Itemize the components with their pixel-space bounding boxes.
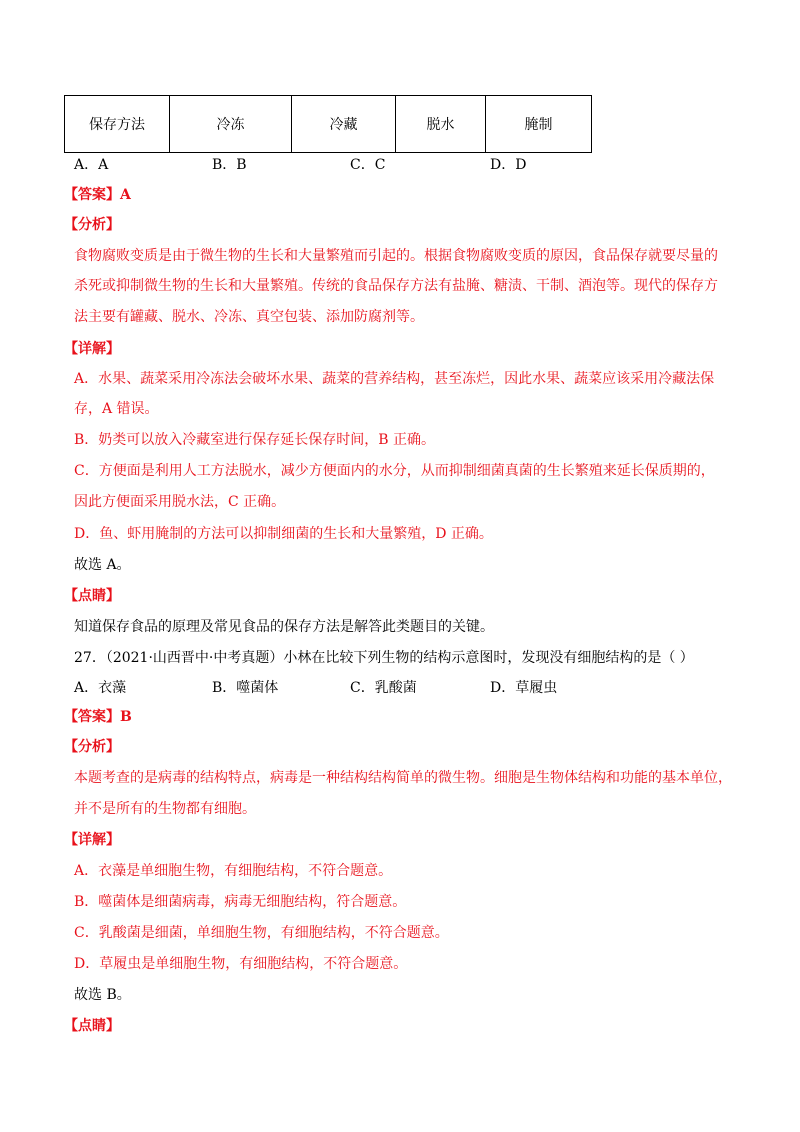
- analysis-label: 【分析】: [64, 739, 120, 755]
- option-d: D．D: [490, 157, 527, 173]
- detail-line: 因此方便面采用脱水法，C 正确。: [74, 494, 286, 510]
- analysis-line: 本题考查的是病毒的结构特点，病毒是一种结构结构简单的微生物。细胞是生物体结构和功能的基本单位，: [74, 770, 732, 786]
- detail-line: C．方便面是利用人工方法脱水，减少方便面内的水分，从而抑制细菌真菌的生长繁殖来延长保质期的，: [74, 463, 715, 479]
- table-cell: 脱水: [396, 96, 486, 153]
- conclusion-line: 故选 B。: [74, 987, 131, 1003]
- table-cell: 冷冻: [170, 96, 292, 153]
- option-c: C．C: [350, 157, 386, 173]
- detail-line: C．乳酸菌是细菌，单细胞生物，有细胞结构，不符合题意。: [74, 925, 449, 941]
- detail-line: A．衣藻是单细胞生物，有细胞结构，不符合题意。: [74, 863, 393, 879]
- table-cell: 腌制: [486, 96, 592, 153]
- option-a: A．A: [74, 157, 109, 173]
- option-a: A．衣藻: [74, 680, 127, 696]
- storage-methods-table: [64, 95, 592, 153]
- answer-label: 【答案】B: [64, 709, 132, 725]
- answer-label: 【答案】A: [64, 187, 131, 203]
- detail-line: D．鱼、虾用腌制的方法可以抑制细菌的生长和大量繁殖，D 正确。: [74, 526, 493, 542]
- analysis-line: 杀死或抑制微生物的生长和大量繁殖。传统的食品保存方法有盐腌、糖渍、干制、酒泡等。现代的保存方: [74, 278, 718, 294]
- detail-line: B．奶类可以放入冷藏室进行保存延长保存时间，B 正确。: [74, 432, 436, 448]
- analysis-line: 食物腐败变质是由于微生物的生长和大量繁殖而引起的。根据食物腐败变质的原因，食品保存就要尽量的: [74, 248, 718, 264]
- comment-line: 知道保存食品的原理及常见食品的保存方法是解答此类题目的关键。: [74, 619, 494, 635]
- detail-line: 存，A 错误。: [74, 401, 159, 417]
- option-d: D．草履虫: [490, 680, 558, 696]
- option-b: B．噬菌体: [212, 680, 279, 696]
- conclusion-line: 故选 A。: [74, 557, 131, 573]
- option-c: C．乳酸菌: [350, 680, 417, 696]
- table-row: [65, 96, 592, 153]
- comment-label: 【点睛】: [64, 588, 120, 604]
- detail-label: 【详解】: [64, 832, 120, 848]
- detail-line: A．水果、蔬菜采用冷冻法会破坏水果、蔬菜的营养结构，甚至冻烂，因此水果、蔬菜应该采用冷藏法保: [74, 371, 715, 387]
- detail-line: B．噬菌体是细菌病毒，病毒无细胞结构，符合题意。: [74, 894, 407, 910]
- analysis-label: 【分析】: [64, 217, 120, 233]
- table-cell: 保存方法: [65, 96, 170, 153]
- detail-label: 【详解】: [64, 341, 120, 357]
- table-cell: 冷藏: [292, 96, 396, 153]
- option-b: B．B: [212, 157, 247, 173]
- detail-line: D．草履虫是单细胞生物，有细胞结构，不符合题意。: [74, 956, 408, 972]
- analysis-line: 并不是所有的生物都有细胞。: [74, 801, 256, 817]
- analysis-line: 法主要有罐藏、脱水、冷冻、真空包装、添加防腐剂等。: [74, 309, 424, 325]
- comment-label: 【点睛】: [64, 1018, 120, 1034]
- question-27: 27．（2021·山西晋中·中考真题）小林在比较下列生物的结构示意图时，发现没有细胞结构的是（ ）: [74, 650, 694, 666]
